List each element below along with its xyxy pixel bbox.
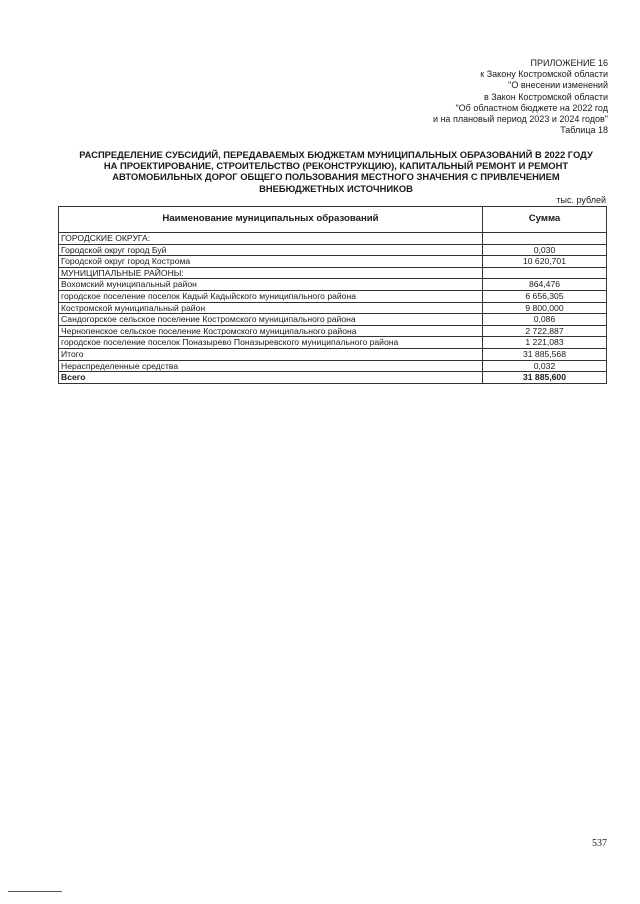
title-line: АВТОМОБИЛЬНЫХ ДОРОГ ОБЩЕГО ПОЛЬЗОВАНИЯ МЕСТНОГО ЗНАЧЕНИЯ С ПРИВЛЕЧЕНИЕМ [112, 171, 560, 183]
row-name: Сандогорское сельское поселение Костромского муниципального района [59, 314, 483, 326]
allocation-table [58, 206, 607, 384]
document-title [56, 149, 616, 194]
units-label: тыс. рублей [556, 195, 606, 205]
row-sum: 6 656,305 [483, 290, 607, 302]
table-number: Таблица 18 [560, 125, 608, 136]
row-name: МУНИЦИПАЛЬНЫЕ РАЙОНЫ: [59, 267, 483, 279]
row-sum: 0,086 [483, 314, 607, 326]
row-sum: 0,030 [483, 244, 607, 256]
table-row [59, 302, 607, 314]
row-name: ГОРОДСКИЕ ОКРУГА: [59, 233, 483, 245]
table-row [59, 256, 607, 268]
appendix-line: ПРИЛОЖЕНИЕ 16 [530, 58, 608, 68]
table-header-row [59, 207, 607, 233]
row-sum: 2 722,887 [483, 325, 607, 337]
row-sum [483, 267, 607, 279]
appendix-line: к Закону Костромской области [480, 69, 608, 80]
table-row [59, 244, 607, 256]
column-header-sum: Сумма [483, 207, 607, 233]
appendix-line: "О внесении изменений [508, 80, 608, 91]
row-name: Нераспределенные средства [59, 360, 483, 372]
table-row [59, 279, 607, 291]
table-row [59, 314, 607, 326]
table-row-subtotal [59, 348, 607, 360]
row-name: Городской округ город Буй [59, 244, 483, 256]
row-name: Всего [59, 372, 483, 384]
row-name: Итого [59, 348, 483, 360]
title-line: НА ПРОЕКТИРОВАНИЕ, СТРОИТЕЛЬСТВО (РЕКОНСТРУКЦИЮ), КАПИТАЛЬНЫЙ РЕМОНТ И РЕМОНТ [103, 160, 569, 172]
row-sum: 1 221,083 [483, 337, 607, 349]
row-sum: 31 885,600 [483, 372, 607, 384]
title-line: ВНЕБЮДЖЕТНЫХ ИСТОЧНИКОВ [259, 182, 413, 194]
table-row-total [59, 372, 607, 384]
table-row-group-header [59, 233, 607, 245]
row-sum: 0,032 [483, 360, 607, 372]
column-header-name: Наименование муниципальных образований [59, 207, 483, 233]
table-row [59, 290, 607, 302]
row-sum: 864,476 [483, 279, 607, 291]
row-name: городское поселение поселок Кадый Кадыйского муниципального района [59, 290, 483, 302]
row-name: Вохомский муниципальный район [59, 279, 483, 291]
row-name: городское поселение поселок Поназырево Поназыревского муниципального района [59, 337, 483, 349]
row-sum: 10 620,701 [483, 256, 607, 268]
table-row [59, 337, 607, 349]
appendix-line: "Об областном бюджете на 2022 год [455, 102, 608, 113]
row-sum: 9 800,000 [483, 302, 607, 314]
title-line: РАСПРЕДЕЛЕНИЕ СУБСИДИЙ, ПЕРЕДАВАЕМЫХ БЮДЖЕТАМ МУНИЦИПАЛЬНЫХ ОБРАЗОВАНИЙ В 2022 ГОДУ [79, 149, 593, 160]
footer-divider [8, 891, 62, 892]
table-row-group-header [59, 267, 607, 279]
row-sum: 31 885,568 [483, 348, 607, 360]
row-name: Костромской муниципальный район [59, 302, 483, 314]
row-name: Городской округ город Кострома [59, 256, 483, 268]
table-row [59, 360, 607, 372]
appendix-header [433, 58, 608, 136]
page-number: 537 [592, 838, 607, 849]
appendix-line: и на плановый период 2023 и 2024 годов" [432, 114, 608, 125]
row-name: Чернопенское сельское поселение Костромского муниципального района [59, 325, 483, 337]
row-sum [483, 233, 607, 245]
table-row [59, 325, 607, 337]
appendix-line: в Закон Костромской области [483, 91, 608, 102]
